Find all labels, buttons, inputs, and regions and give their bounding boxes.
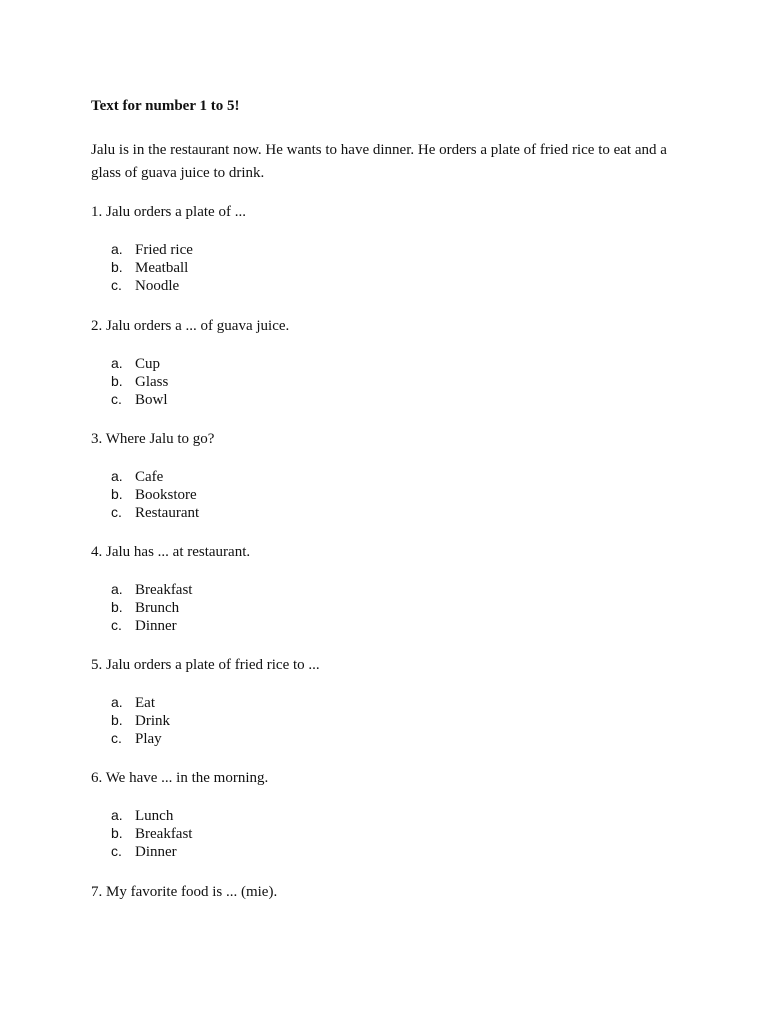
option-a (111, 580, 192, 598)
section-heading: Text for number 1 to 5! (91, 98, 240, 114)
question-1: 1. Jalu orders a plate of ... (91, 204, 246, 220)
question-3-options (111, 467, 199, 521)
option-text: Dinner (135, 844, 177, 860)
option-text: Fried rice (135, 242, 193, 258)
option-c (111, 276, 193, 294)
option-letter: a. (111, 807, 123, 823)
question-5-options (111, 693, 170, 747)
option-text: Bookstore (135, 487, 197, 503)
option-text: Lunch (135, 808, 174, 824)
question-4: 4. Jalu has ... at restaurant. (91, 544, 251, 560)
question-5: 5. Jalu orders a plate of fried rice to ... (91, 657, 320, 673)
question-7: 7. My favorite food is ... (mie). (91, 884, 278, 900)
option-letter: b. (111, 373, 123, 389)
option-a (111, 240, 193, 258)
option-b (111, 372, 168, 390)
option-b (111, 598, 192, 616)
question-6-options (111, 806, 192, 860)
option-letter: c. (111, 391, 122, 407)
question-2: 2. Jalu orders a ... of guava juice. (91, 318, 290, 334)
option-a (111, 354, 168, 372)
option-text: Restaurant (135, 505, 200, 521)
option-text: Bowl (135, 392, 168, 408)
option-text: Noodle (135, 278, 180, 294)
option-text: Drink (135, 713, 170, 729)
option-text: Eat (135, 695, 155, 711)
option-text: Cup (135, 356, 161, 372)
option-c (111, 390, 168, 408)
option-letter: c. (111, 277, 122, 293)
option-text: Brunch (135, 600, 180, 616)
option-b (111, 824, 192, 842)
question-2-options (111, 354, 168, 408)
option-a (111, 806, 192, 824)
question-4-options (111, 580, 192, 634)
option-letter: c. (111, 504, 122, 520)
option-a (111, 467, 199, 485)
option-c (111, 503, 199, 521)
option-c (111, 842, 192, 860)
option-letter: a. (111, 581, 123, 597)
question-6: 6. We have ... in the morning. (91, 770, 269, 786)
option-b (111, 711, 170, 729)
option-text: Cafe (135, 469, 164, 485)
option-b (111, 258, 193, 276)
option-text: Glass (135, 374, 169, 390)
option-letter: c. (111, 843, 122, 859)
option-text: Meatball (135, 260, 189, 276)
option-letter: b. (111, 486, 123, 502)
option-text: Breakfast (135, 582, 193, 598)
option-c (111, 616, 192, 634)
question-1-options (111, 240, 193, 294)
question-3: 3. Where Jalu to go? (91, 431, 215, 447)
option-letter: a. (111, 355, 123, 371)
option-a (111, 693, 170, 711)
option-letter: a. (111, 694, 123, 710)
option-letter: b. (111, 712, 123, 728)
option-b (111, 485, 199, 503)
option-letter: c. (111, 617, 122, 633)
option-letter: b. (111, 259, 123, 275)
option-letter: c. (111, 730, 122, 746)
option-letter: a. (111, 468, 123, 484)
option-letter: b. (111, 599, 123, 615)
option-letter: b. (111, 825, 123, 841)
option-text: Dinner (135, 618, 177, 634)
option-text: Play (135, 731, 162, 747)
option-text: Breakfast (135, 826, 193, 842)
option-letter: a. (111, 241, 123, 257)
reading-passage: Jalu is in the restaurant now. He wants to have dinner. He orders a plate of fried rice to eat and a glass of guava juice to drink. (91, 142, 667, 181)
option-c (111, 729, 170, 747)
